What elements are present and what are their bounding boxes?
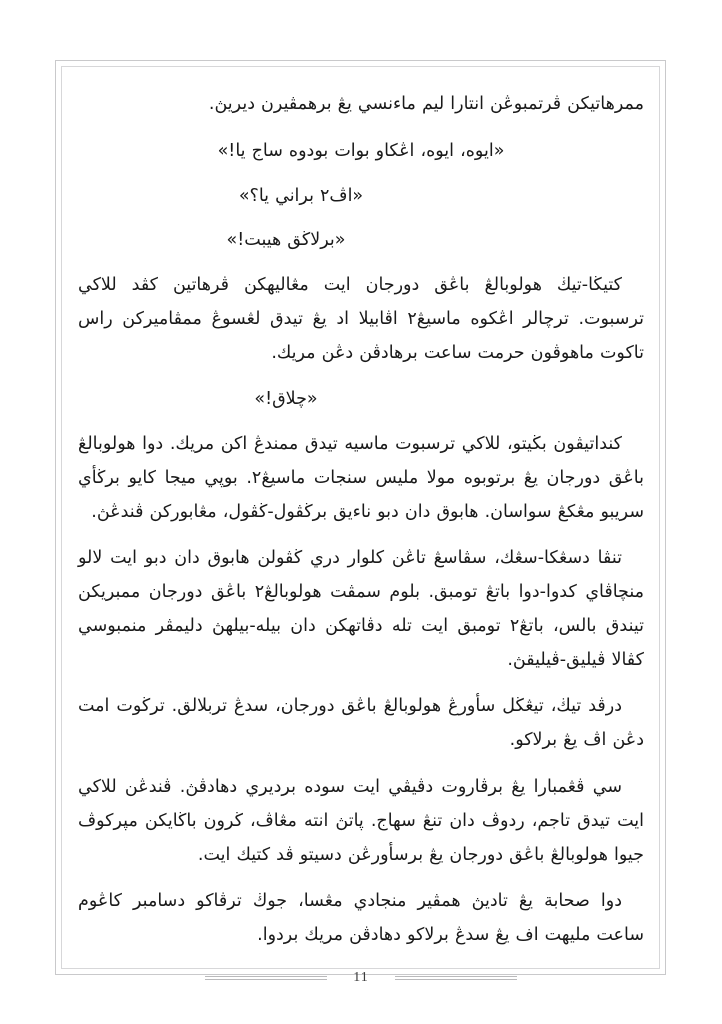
folio-rule-right <box>395 976 517 980</box>
page-number: 11 <box>353 970 369 985</box>
paragraph-opening-narrative: ممرهاتيكن ڤرتمبوڠن انتارا ليم ماءنسي يڠ برهمڤيرن ديريڽ. <box>208 94 644 114</box>
dialogue-line-celaka: «چلاق!» <box>254 389 318 410</box>
paragraph-hulubalang-perhatian: كتيڬا-تيڬ هولوبالڠ باڠق دورجان ايت مڠاليهكن ڤرهاتين كڤد للاكي ترسبوت. ترچالر اڠكوه ماسيڠ٢ اڤابيلا اد يڠ تيدق لڠسوڠ ممڤاميركن راس تاكوت ماهوڤون حرمت ساعت برهادڤن دڠن مريك. <box>78 275 644 363</box>
paragraph-dua-sahabat: دوا صحابة يڠ تاديڽ همڤير منجادي مڠسا، جوڬ ترڤاكو دسامبر كاڠوم ساعت مليهت اف يڠ سدڠ برلاكو دهادڤن مريك بردوا. <box>78 891 644 946</box>
paragraph-tanpa-disangka: تنڤا دسڠكا-سڠك، سڤاسڠ تاڠن كلوار دري ڬڤولن هابوق دان دبو ايت لالو منچاڤاي كدوا-دوا باتڠ تومبق. بلوم سمڤت هولوبالڠ٢ باڠق دورجان ممبريكن تيندق بالس، باتڠ٢ تومبق ايت تله دڤاتهكن دان بيله-بيلهڽ دليمڤر منمبوسي كڤالا ڤيليق-ڤيليقڽ. <box>78 548 644 670</box>
folio-rule-left <box>205 976 327 980</box>
dialogue-line-berlagak-hebat: «برلاڬق هيبت!» <box>226 230 346 251</box>
dialogue-line-ayuh: «ايوه، ايوه، اڠكاو بوات بودوه ساج يا!» <box>217 140 505 161</box>
paragraph-daripada-tiga: درڤد تيڬ، تيڠڬل سأورڠ هولوبالڠ باڠق دورجان، سدڠ تربلالق. ترڬوت امت دڠن اڤ يڠ برلاكو. <box>78 696 644 751</box>
paragraph-kendatipun-begitu: كنداتيڤون بڬيتو، للاكي ترسبوت ماسيه تيدق ممندڠ اكن مريك. دوا هولوبالڠ باڠق دورجان يڠ برتوبوه مولا مليس سنجات ماسيڠ٢. بوڽي ميجا كايو برڬأي سريبو مڠكڠ سواسان. هابوق دان دبو ناءيق برڬڤول-ڬڤول، مڠابوركن ڤندڠڽ. <box>78 434 644 522</box>
page-footer-folio <box>0 958 722 998</box>
body-text-column <box>78 88 644 946</box>
paragraph-si-pengembara: سي ڤڠمبارا يڠ برڤاروت دڤيڤي ايت سوده برديري دهادڤڽ. ڤندڠن للاكي ايت تيدق تاجم، ردوڤ دان تنڠ سهاج. ڽاتڽ انته مڠاڤ، ڬرون باڬايكن مڽركوڤ جيوا هولوبالڠ باڠق دورجان يڠ برسأورڠن دسيتو ڤد كتيك ايت. <box>78 777 644 865</box>
dialogue-line-berani: «اڤ٢ براني يا؟» <box>238 185 364 206</box>
